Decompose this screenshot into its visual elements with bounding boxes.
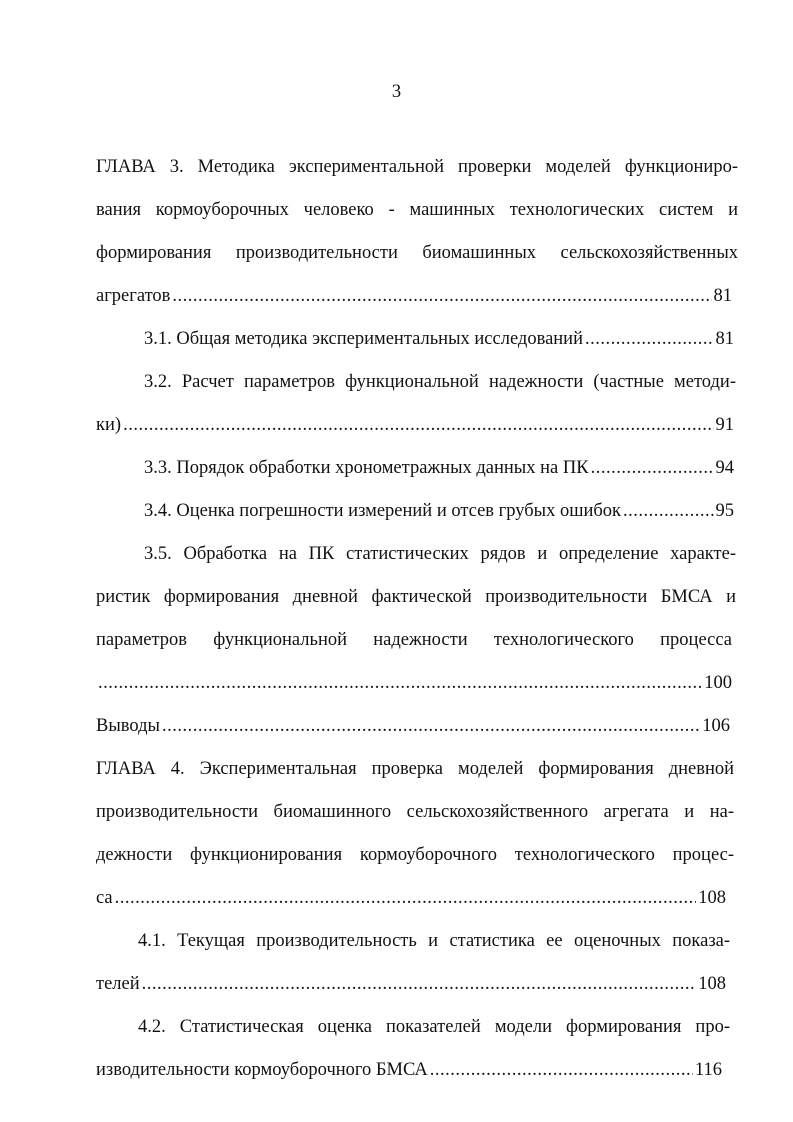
dot-leader [123,413,713,437]
toc-chapter3-line2: вания кормоуборочных человеко - машинных технологических систем и [96,200,738,220]
toc-section-3-5-line2: ристик формирования дневной фактической производительности БМСА и [96,587,736,607]
toc-section-4-1-line1: 4.1. Текущая производительность и статистика ее оценочных показа- [138,931,730,951]
toc-entry-text: телей [96,974,140,994]
toc-section-4-2-line1: 4.2. Статистическая оценка показателей модели формирования про- [138,1017,730,1037]
toc-section-3-2[interactable] [96,413,734,437]
page-number: 3 [391,82,402,102]
toc-page-number: 81 [715,329,734,349]
toc-page-number: 95 [715,501,734,521]
toc-entry-text: са [96,888,113,908]
toc-chapter3-entry[interactable] [96,284,732,308]
dot-leader [585,327,714,351]
toc-entry-text: ки) [96,415,122,435]
toc-section-3-4[interactable] [144,499,734,523]
toc-conclusions[interactable] [96,714,730,738]
toc-entry-text: агрегатов [96,286,171,306]
toc-chapter4-line2: производительности биомашинного сельскохозяйственного агрегата и на- [96,802,734,822]
toc-chapter3-line3: формирования производительности биомашинных сельскохозяйственных [96,243,738,263]
toc-chapter4-entry[interactable] [96,886,726,910]
toc-section-4-2[interactable] [96,1058,722,1082]
toc-page-number: 108 [698,888,726,908]
toc-page-number: 100 [704,673,732,693]
toc-section-3-3[interactable] [144,456,734,480]
toc-entry-text: изводительности кормоуборочного БМСА [96,1060,428,1080]
toc-chapter4-line1: ГЛАВА 4. Экспериментальная проверка моделей формирования дневной [96,759,734,779]
toc-page-number: 108 [698,974,726,994]
dot-leader [115,886,697,910]
toc-page-number: 91 [715,415,734,435]
toc-section-4-1[interactable] [96,972,726,996]
dot-leader [623,499,713,523]
toc-page-number: 116 [694,1060,722,1080]
toc-section-3-1[interactable] [144,327,734,351]
toc-section-3-2-line1: 3.2. Расчет параметров функциональной надежности (частные методи- [144,372,736,392]
toc-entry-text: 3.4. Оценка погрешности измерений и отсев грубых ошибок [144,501,622,521]
dot-leader [430,1058,693,1082]
toc-chapter3-line1: ГЛАВА 3. Методика экспериментальной проверки моделей функциониро- [96,157,738,177]
dot-leader [162,714,700,738]
toc-section-3-5-line3: параметров функциональной надежности технологического процесса [96,630,732,650]
toc-section-3-5[interactable] [96,671,732,695]
toc-section-3-5-line1: 3.5. Обработка на ПК статистических рядов и определение характе- [144,544,736,564]
dot-leader [172,284,711,308]
dot-leader [591,456,714,480]
dot-leader [142,972,697,996]
toc-chapter4-line3: дежности функционирования кормоуборочного технологического процес- [96,845,734,865]
toc-entry-text: 3.1. Общая методика экспериментальных исследований [144,329,583,349]
toc-page-number: 106 [702,716,730,736]
toc-entry-text: 3.3. Порядок обработки хронометражных данных на ПК [144,458,589,478]
dot-leader [98,671,702,695]
toc-entry-text: Выводы [96,716,160,736]
toc-page-number: 94 [715,458,734,478]
toc-page-number: 81 [713,286,732,306]
